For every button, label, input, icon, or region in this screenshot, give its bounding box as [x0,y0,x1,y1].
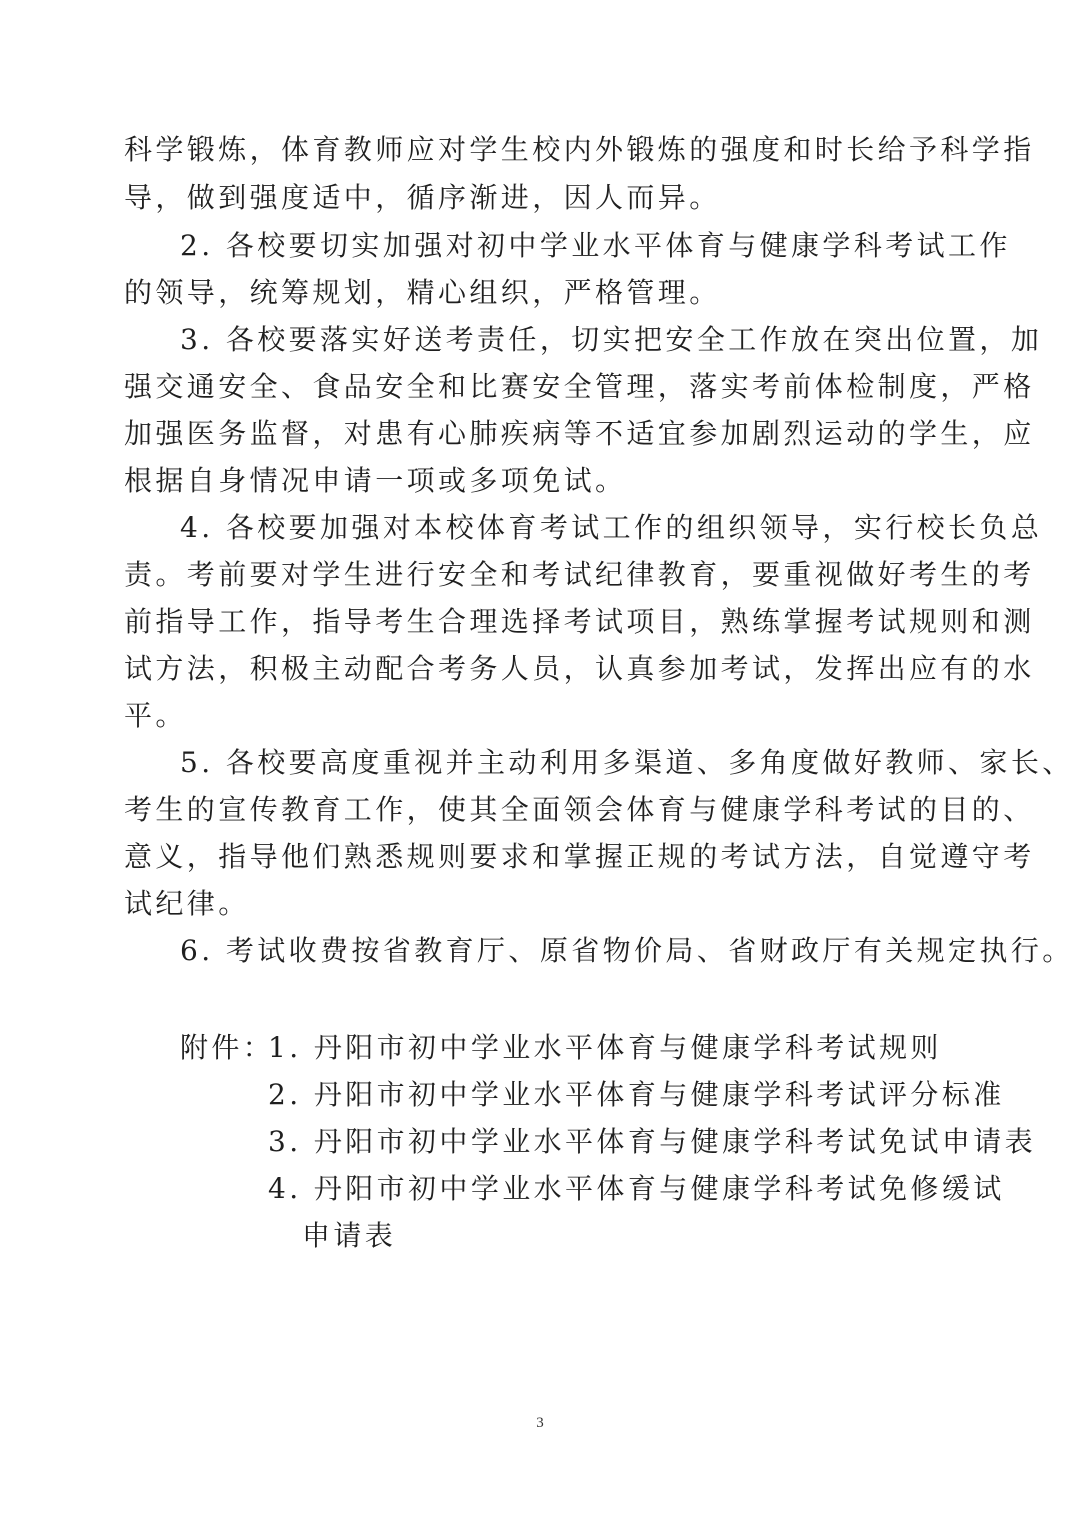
paragraph-line: 科学锻炼，体育教师应对学生校内外锻炼的强度和时长给予科学指 [124,133,1035,166]
attachment-item: 3. 丹阳市初中学业水平体育与健康学科考试免试申请表 [268,1125,1037,1158]
attachment-item: 4. 丹阳市初中学业水平体育与健康学科考试免修缓试 [268,1172,1005,1205]
page-number: 3 [536,1415,544,1431]
paragraph-line: 2. 各校要切实加强对初中学业水平体育与健康学科考试工作 [180,229,1011,262]
paragraph-line: 试方法，积极主动配合考务人员，认真参加考试，发挥出应有的水 [124,652,1035,685]
paragraph-line: 加强医务监督，对患有心肺疾病等不适宜参加剧烈运动的学生，应 [124,417,1035,450]
attachment-item: 2. 丹阳市初中学业水平体育与健康学科考试评分标准 [268,1078,1005,1111]
attachment-item-continuation: 申请表 [302,1219,397,1252]
paragraph-line: 试纪律。 [124,887,250,920]
paragraph-line: 责。考前要对学生进行安全和考试纪律教育，要重视做好考生的考 [124,558,1035,591]
paragraph-line: 根据自身情况申请一项或多项免试。 [124,464,627,497]
paragraph-line: 导，做到强度适中，循序渐进，因人而异。 [124,181,721,214]
paragraph-line: 强交通安全、食品安全和比赛安全管理，落实考前体检制度，严格 [124,370,1035,403]
attachment-item: 1. 丹阳市初中学业水平体育与健康学科考试规则 [268,1031,942,1064]
paragraph-line: 5. 各校要高度重视并主动利用多渠道、多角度做好教师、家长、 [180,746,1074,779]
paragraph-line: 6. 考试收费按省教育厅、原省物价局、省财政厅有关规定执行。 [180,934,1074,967]
paragraph-line: 考生的宣传教育工作，使其全面领会体育与健康学科考试的目的、 [124,793,1035,826]
paragraph-line: 意义，指导他们熟悉规则要求和掌握正规的考试方法，自觉遵守考 [124,840,1035,873]
paragraph-line: 前指导工作，指导考生合理选择考试项目，熟练掌握考试规则和测 [124,605,1035,638]
paragraph-line: 的领导，统筹规划，精心组织，严格管理。 [124,276,721,309]
paragraph-line: 3. 各校要落实好送考责任，切实把安全工作放在突出位置，加 [180,323,1043,356]
paragraph-line: 平。 [124,699,187,732]
paragraph-line: 4. 各校要加强对本校体育考试工作的组织领导，实行校长负总 [180,511,1043,544]
attachments-label: 附件： [180,1031,275,1064]
